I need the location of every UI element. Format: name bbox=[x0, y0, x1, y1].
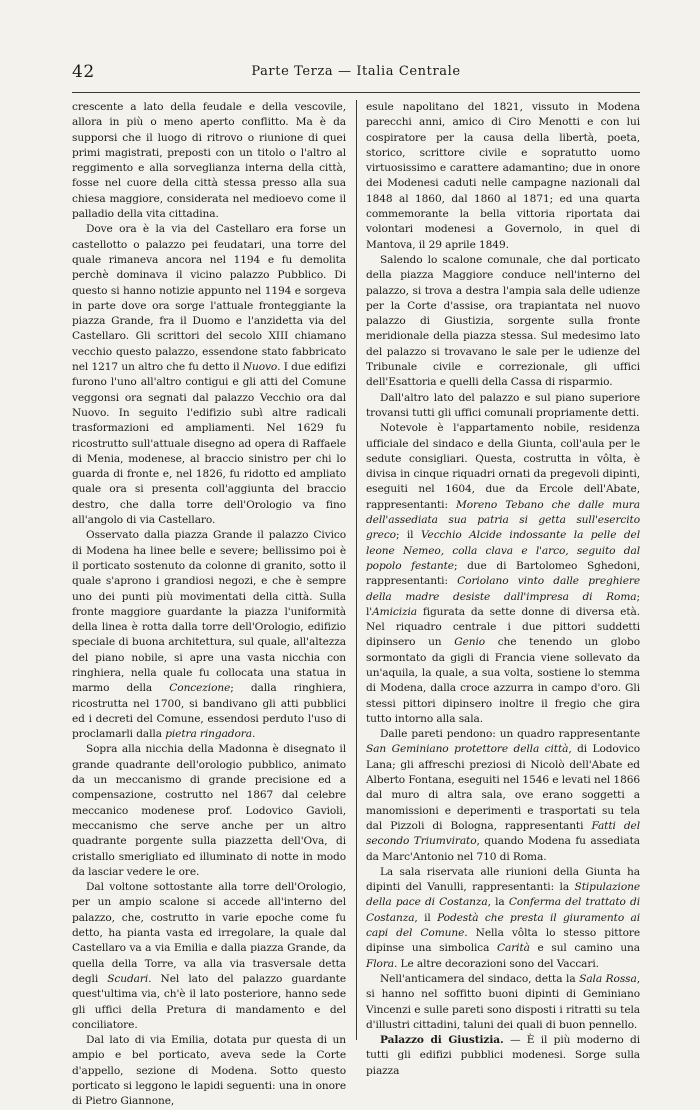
text-run: , si hanno nel soffitto buoni dipinti di Geminiano Vincenzi e sulle pareti sono disposti i ritratti su tela d'illustri cittadini, taluni dei quali di buon pennello. bbox=[366, 972, 640, 1031]
paragraph bbox=[366, 391, 640, 422]
text-run: Nell'anticamera del sindaco, detta la bbox=[380, 972, 580, 985]
text-run: La sala riservata alle riunioni della Giunta ha dipinti del Vanulli, rappresentanti: la bbox=[366, 865, 640, 894]
text-run-italic: Amicizia bbox=[372, 605, 418, 618]
text-run: Dall'altro lato del palazzo e sul piano superiore trovansi tutti gli uffici comunali propriamente detti. bbox=[366, 391, 640, 419]
paragraph bbox=[72, 880, 346, 1033]
text-run-italic: Carità bbox=[497, 942, 530, 955]
text-run: Notevole è l'appartamento nobile, residenza ufficiale del sindaco e della Giunta, coll'aula per le sedute consigliari. Questa, costrutta in vôlta, è divisa in cinque riquadri ornati da pregevoli dipinti, eseguiti nel 1604, due da Ercole dell'Abate, rappresentanti: bbox=[366, 422, 640, 511]
text-run: Salendo lo scalone comunale, che dal porticato della piazza Maggiore conduce nell'interno del palazzo, si trova a destra l'ampia sala delle udienze per la Corte d'assise, ora trapiantata nel nuovo palazzo di Giustizia, sorgente sulla fronte meridionale della piazza stessa. Sul medesimo lato del palazzo si trovavano le sale per le udienze del Tribunale civile e correzionale, gli uffici dell'Esattoria e quelli della Cassa di risparmio. bbox=[366, 253, 640, 389]
text-run: Dal lato di via Emilia, dotata pur questa di un ampio e bel porticato, aveva sede la Corte d'appello, sezione di Modena. Sotto questo porticato si leggono le lapidi seguenti: una in onore di Pietro Giannone, bbox=[72, 1034, 346, 1108]
text-run: Dove ora è la via del Castellaro era forse un castellotto o palazzo pei feudatari, una torre del quale rimaneva ancora nel 1194 e fu demolita perchè dominava il vicino palazzo Pubblico. Di questo si hanno notizie appunto nel 1194 e sorgeva in parte dove ora sorge l'attuale fronteggiante la piazza Grande, fra il Duomo e l'anzidetta via del Castellaro. Gli scrittori del secolo XIII chiamano vecchio questo palazzo, essendone stato fabbricato nel 1217 un altro che fu detto il bbox=[72, 223, 346, 374]
text-run-italic: Nuovo bbox=[242, 361, 278, 374]
text-run: crescente a lato della feudale e della vescovile, allora in più o meno aperto conflitto. Ma è da supporsi che il luogo di ritrovo o riunione di quei primi magistrati, preposti con un titolo o l'altro al reggimento e alla sorveglianza interna della città, fosse nel cuore della città stessa presso alla sua chiesa maggiore, considerata nel medioevo come il palladio della vita cittadina. bbox=[72, 101, 346, 221]
paragraph bbox=[72, 528, 346, 742]
text-run-italic: San Geminiano protettore della città bbox=[366, 743, 569, 756]
paragraph bbox=[72, 222, 346, 528]
text-run: , quando Modena fu assediata da Marc'Antonio nel 710 di Roma. bbox=[366, 835, 640, 863]
text-run-italic: Genio bbox=[454, 636, 486, 649]
paragraph bbox=[72, 742, 346, 880]
text-run: , il bbox=[414, 911, 438, 924]
text-run-italic: Scudari bbox=[107, 972, 149, 985]
text-run: Sopra alla nicchia della Madonna è disegnato il grande quadrante dell'orologio pubblico, animato da un meccanismo di grande precisione ed a compensazione, costrutto nel 1867 dal celebre meccanico modenese prof. Lodovico Gavioli, meccanismo che serve anche per un altro quadrante porgente sulla piazzetta dell'Ova, di cristallo smerigliato ed illuminato di notte in modo da lasciar vedere le ore. bbox=[72, 743, 346, 878]
text-run-italic: Concezione bbox=[169, 682, 231, 695]
text-run-italic: Flora bbox=[366, 957, 394, 970]
text-run: ; l' bbox=[366, 590, 640, 618]
text-run: . bbox=[251, 728, 256, 741]
text-run: Dal voltone sottostante alla torre dell'Orologio, per un ampio scalone si accede all'interno del palazzo, che, costrutto in varie epoche come fu detto, ha pianta vasta ed irregolare, la quale dal Castellaro va a via Emilia e dalla piazza Grande, da quella della Torre, va alla via trasversale detta degli bbox=[72, 881, 346, 985]
text-run: . I due edifizi furono l'uno all'altro contigui e gli atti del Comune veggonsi ora segnati dal palazzo Vecchio ora dal Nuovo. In seguito l'edifizio subì altre radicali trasformazioni ed ampliamenti. Nel 1629 fu ricostrutto sull'attuale disegno ad opera di Raffaele di Menia, modenese, al braccio sinistro per chi lo guarda di fronte e, nel 1826, fu ridotto ed ampliato quale ora si presenta coll'aggiunta del braccio destro, che dalla torre dell'Orologio va fino all'angolo di via Castellaro. bbox=[72, 361, 346, 527]
right-column bbox=[366, 100, 640, 1079]
text-run-italic: Vecchio Alcide indossante la pelle del leone Nemeo, colla clava e l'arco, seguito dal popolo festante bbox=[366, 529, 641, 572]
paragraph bbox=[366, 421, 640, 727]
running-title: Parte Terza — Italia Centrale bbox=[251, 64, 461, 79]
text-run: Osservato dalla piazza Grande il palazzo Civico di Modena ha linee belle e severe; bellissimo poi è il porticato sostenuto da colonne di granito, sotto il quale s'aprono i grandiosi negozi, e che è sempre uno dei punti più movimentati della città. Sulla fronte maggiore guardante la piazza l'uniformità della linea è rotta dalla torre dell'Orologio, edifizio speciale di buona architettura, sul quale, all'altezza del piano nobile, si apre una vasta nicchia con ringhiera, nella quale fu collocata una statua in marmo della bbox=[72, 529, 346, 695]
text-run-italic: Conferma del trattato di Costanza bbox=[366, 896, 641, 924]
paragraph bbox=[366, 100, 640, 253]
text-run-italic: Moreno Tebano che dalle mura dell'assediata sua patria si getta sull'esercito greco bbox=[366, 498, 640, 542]
text-run: esule napolitano del 1821, vissuto in Modena parecchi anni, amico di Ciro Menotti e con lui cospiratore per la causa della libertà, poeta, storico, scrittore civile e sopratutto uomo virtuosissimo e carattere adamantino; due in onore dei Modenesi caduti nelle campagne nazionali dal 1848 al 1860, dal 1860 al 1871; ed una quarta commemorante la bella vittoria riportata dai volontari modenesi a Governolo, in quel di Mantova, il 29 aprile 1849. bbox=[366, 101, 640, 251]
text-run-italic: Sala Rossa bbox=[579, 972, 637, 985]
text-run: e sul camino una bbox=[529, 942, 640, 955]
paragraph bbox=[366, 972, 640, 1033]
text-run: figurata da sette donne di diversa età. Nel riquadro centrale i due pittori suddetti dipinsero un bbox=[366, 605, 640, 649]
text-run-italic: Podestà che presta il giuramento ai capi del Comune bbox=[366, 911, 640, 940]
text-run: — È il più moderno di tutti gli edifizi pubblici modenesi. Sorge sulla piazza bbox=[366, 1034, 640, 1077]
page-header bbox=[72, 58, 640, 86]
text-run: , la bbox=[487, 896, 509, 909]
text-run: ; il bbox=[395, 529, 421, 542]
text-run-italic: Coriolano vinto dalle preghiere della madre desiste dall'impresa di Roma bbox=[366, 575, 641, 603]
text-run: ; dalla ringhiera, ricostrutta nel 1700, si bandivano gli atti pubblici ed i decreti del Comune, essendosi perduto l'uso di proclamarli dalla bbox=[72, 682, 346, 741]
text-run: ; due di Bartolomeo Sghedoni, rappresentanti: bbox=[366, 559, 640, 588]
paragraph bbox=[366, 1033, 640, 1079]
paragraph bbox=[366, 727, 640, 865]
text-run-italic: Fatti del secondo Triumvirato bbox=[366, 819, 640, 848]
text-run: , di Lodovico Lana; gli affreschi preziosi di Nicolò dell'Abate ed Alberto Fontana, eseguiti nel 1546 e levati nel 1866 dal muro di altra sala, ove erano soggetti a manomissioni e deperimenti e trasportati su tela dal Pizzoli di Bologna, rappresentanti bbox=[366, 743, 640, 832]
text-run: . Nella vôlta lo stesso pittore dipinse una simbolica bbox=[366, 927, 640, 955]
text-run: . Le altre decorazioni sono del Vaccari. bbox=[394, 957, 599, 970]
left-column bbox=[72, 100, 346, 1110]
text-run: . Nel lato del palazzo guardante quest'ultima via, ch'è il lato posteriore, hanno sede gli uffici della Pretura di mandamento e del conciliatore. bbox=[72, 972, 346, 1031]
paragraph bbox=[366, 253, 640, 391]
text-run-italic: pietra ringadora bbox=[165, 728, 252, 741]
text-run: Dalle pareti pendono: un quadro rappresentante bbox=[380, 728, 640, 741]
text-run-bold: Palazzo di Giustizia. bbox=[380, 1034, 504, 1047]
paragraph bbox=[366, 865, 640, 972]
column-divider bbox=[356, 100, 357, 1040]
paragraph bbox=[72, 100, 346, 222]
header-rule bbox=[72, 92, 640, 93]
page-number: 42 bbox=[72, 62, 95, 82]
text-run-italic: Stipulazione della pace di Costanza bbox=[366, 881, 640, 909]
paragraph bbox=[72, 1033, 346, 1109]
text-run: che tenendo un globo sormontato da gigli di Francia viene sollevato da un'aquila, la quale, a sua volta, sostiene lo stemma di Modena, dalla croce azzurra in campo d'oro. Gli stessi pittori dipinsero inoltre il fregio che gira tutto intorno alla sala. bbox=[366, 636, 640, 725]
